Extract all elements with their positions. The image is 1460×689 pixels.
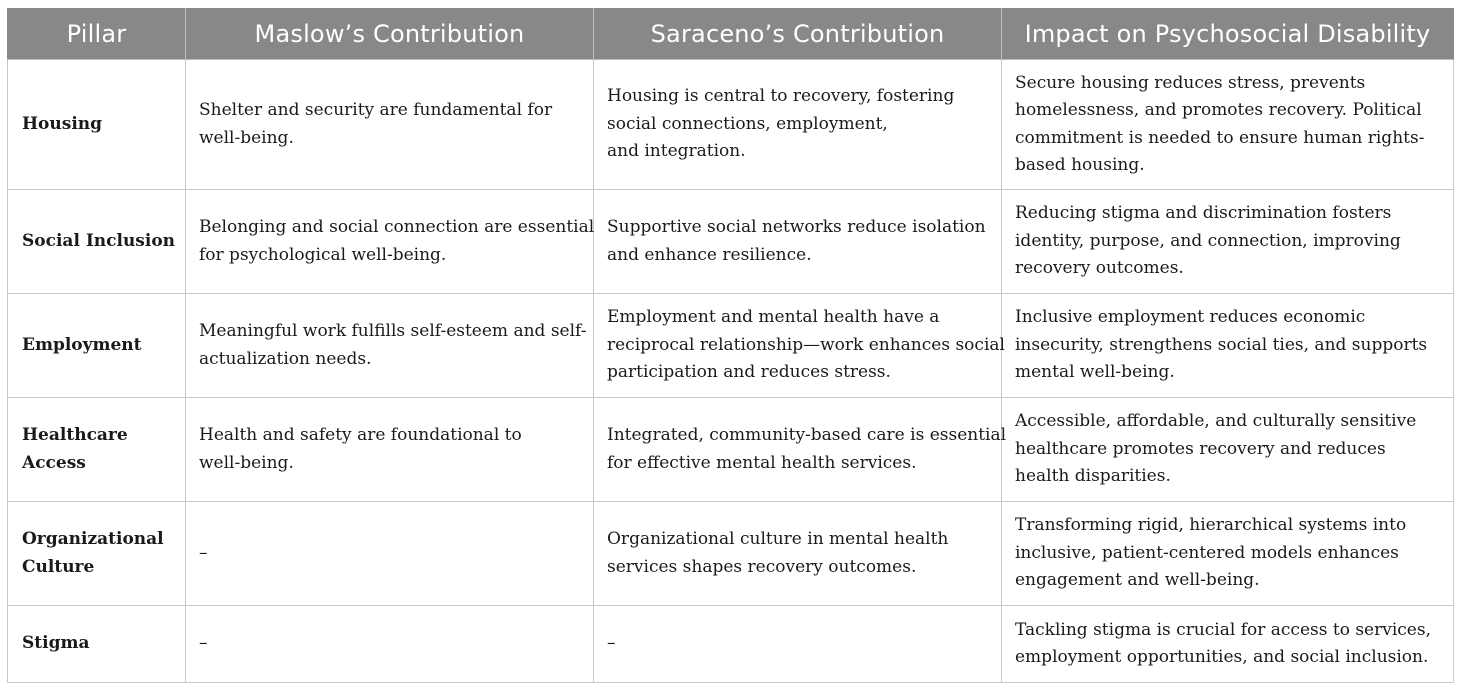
cell-line: reciprocal relationship—work enhances social [607, 334, 1005, 355]
saraceno-cell [594, 294, 1005, 398]
cell-line: Culture [22, 556, 95, 577]
cell-line: Housing [22, 113, 103, 134]
cell-line: for effective mental health services. [607, 452, 917, 473]
cell-line: Shelter and security are fundamental for [199, 100, 553, 120]
cell-line: engagement and well-being. [1015, 570, 1260, 591]
cell-line: Stigma [22, 633, 90, 654]
cell-line: Organizational [22, 529, 164, 549]
cell-line: – [199, 633, 208, 654]
cell-line: Employment and mental health have a [607, 307, 940, 328]
cell-line: inclusive, patient-centered models enhances [1015, 542, 1399, 563]
impact-cell [1002, 606, 1454, 683]
cell-line: recovery outcomes. [1015, 258, 1184, 279]
saraceno-cell [594, 502, 1002, 606]
cell-line: based housing. [1015, 155, 1145, 175]
saraceno-cell [594, 398, 1007, 502]
cell-line: Healthcare [22, 425, 128, 445]
maslow-cell [186, 190, 594, 294]
pillar-cell [8, 398, 186, 502]
table-body [8, 60, 1454, 683]
header-impact: Impact on Psychosocial Disability [1002, 8, 1454, 60]
maslow-cell [186, 502, 594, 606]
maslow-cell [186, 60, 594, 190]
cell-line: participation and reduces stress. [607, 362, 891, 383]
cell-line: Organizational culture in mental health [607, 529, 949, 549]
cell-line: and integration. [607, 141, 746, 162]
cell-line: Transforming rigid, hierarchical systems into [1015, 515, 1407, 536]
header-saraceno: Saraceno’s Contribution [594, 8, 1002, 60]
cell-line: Supportive social networks reduce isolation [607, 217, 986, 237]
pillar-cell [8, 294, 186, 398]
pillar-cell [8, 190, 186, 294]
table-row [8, 190, 1454, 294]
pillars-table [7, 8, 1454, 683]
cell-line: – [199, 542, 208, 563]
cell-line: actualization needs. [199, 348, 372, 369]
cell-line: Reducing stigma and discrimination fosters [1015, 203, 1392, 224]
impact-cell [1002, 60, 1454, 190]
cell-line: Health and safety are foundational to [199, 425, 522, 445]
cell-line: homelessness, and promotes recovery. Political [1015, 100, 1422, 120]
table-row [8, 398, 1454, 502]
cell-line: Employment [22, 334, 142, 355]
cell-line: services shapes recovery outcomes. [607, 556, 917, 577]
cell-line: Social Inclusion [22, 230, 176, 251]
cell-line: social connections, employment, [607, 113, 888, 134]
maslow-cell [186, 294, 594, 398]
cell-line: Integrated, community-based care is essential [607, 425, 1007, 445]
cell-line: well-being. [199, 127, 294, 148]
cell-line: employment opportunities, and social inclusion. [1015, 647, 1429, 667]
cell-line: for psychological well-being. [199, 244, 447, 265]
cell-line: Accessible, affordable, and culturally sensitive [1015, 411, 1417, 432]
maslow-cell [186, 606, 594, 683]
cell-line: Belonging and social connection are essential [199, 217, 595, 237]
cell-line: identity, purpose, and connection, improving [1015, 230, 1401, 251]
cell-line: Housing is central to recovery, fostering [607, 86, 955, 107]
cell-line: Inclusive employment reduces economic [1015, 307, 1366, 328]
cell-line: Access [22, 452, 86, 473]
table-row [8, 502, 1454, 606]
cell-line: well-being. [199, 452, 294, 473]
table-row [8, 606, 1454, 683]
pillar-cell [8, 60, 186, 190]
cell-line: Meaningful work fulfills self-esteem and self- [199, 321, 587, 341]
cell-line: and enhance resilience. [607, 244, 812, 265]
impact-cell [1002, 502, 1454, 606]
table-row [8, 294, 1454, 398]
cell-line: insecurity, strengthens social ties, and supports [1015, 334, 1428, 355]
cell-line: health disparities. [1015, 466, 1171, 487]
saraceno-cell [594, 190, 1002, 294]
header-pillar: Pillar [8, 8, 186, 60]
table-row [8, 60, 1454, 190]
maslow-cell [186, 398, 594, 502]
table-header [8, 8, 1454, 60]
cell-line: commitment is needed to ensure human rights- [1015, 127, 1425, 148]
cell-line: – [607, 633, 616, 654]
pillar-cell [8, 606, 186, 683]
cell-line: Tackling stigma is crucial for access to services, [1015, 619, 1431, 640]
header-row [8, 8, 1454, 60]
cell-line: Secure housing reduces stress, prevents [1015, 72, 1366, 93]
saraceno-cell [594, 60, 1002, 190]
impact-cell [1002, 190, 1454, 294]
saraceno-cell [594, 606, 1002, 683]
cell-line: healthcare promotes recovery and reduces [1015, 438, 1386, 459]
impact-cell [1002, 294, 1454, 398]
pillar-cell [8, 502, 186, 606]
header-maslow: Maslow’s Contribution [186, 8, 594, 60]
cell-line: mental well-being. [1015, 362, 1175, 383]
impact-cell [1002, 398, 1454, 502]
